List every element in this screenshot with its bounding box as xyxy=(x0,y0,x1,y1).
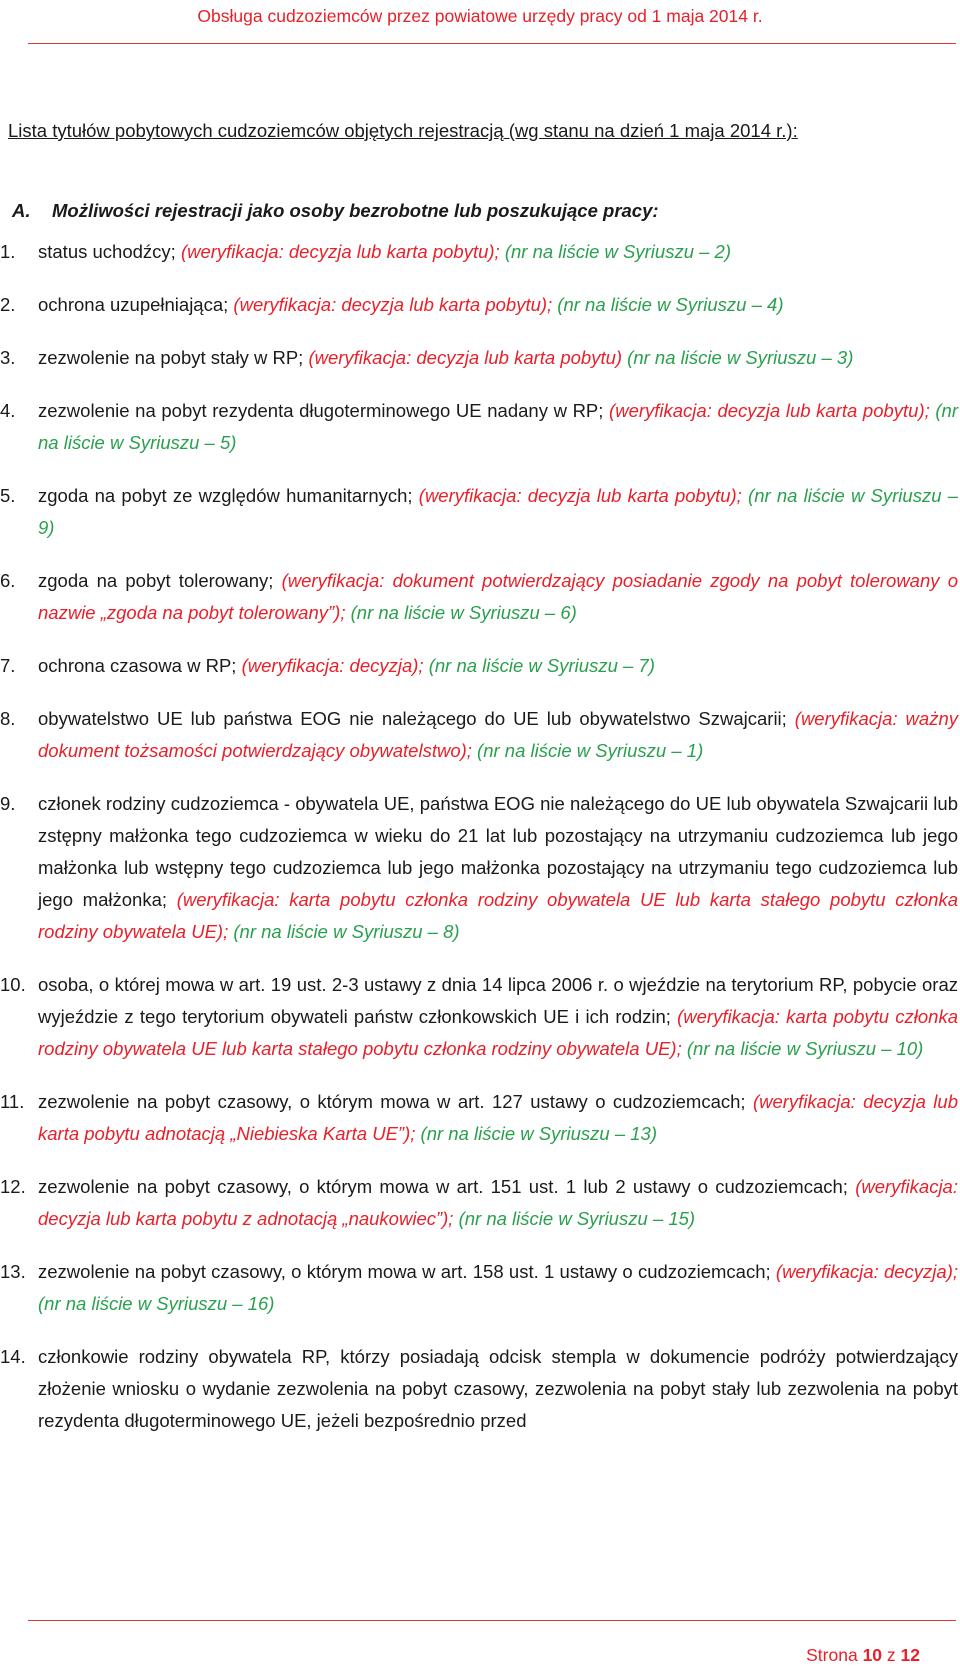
item-text: zezwolenie na pobyt stały w RP; xyxy=(38,347,309,368)
item-syriusz-ref: (nr na liście w Syriuszu – 5) xyxy=(38,400,959,453)
item-number: 11. xyxy=(0,1091,25,1112)
item-number: 13. xyxy=(0,1261,26,1282)
item-text: osoba, o której mowa w art. 19 ust. 2-3 ustawy z dnia 14 lipca 2006 r. o wjeździe na terytorium RP, pobycie oraz wyjeździe z tego terytorium obywateli państw członkowskich UE i ich rodzin; xyxy=(38,974,958,1027)
list-item xyxy=(0,289,958,321)
title-list xyxy=(0,236,960,1458)
list-item xyxy=(0,1171,958,1235)
item-verification: (weryfikacja: decyzja); xyxy=(775,1261,959,1282)
section-heading xyxy=(8,200,659,222)
item-text: zezwolenie na pobyt czasowy, o którym mowa w art. 127 ustawy o cudzoziemcach; xyxy=(38,1091,753,1112)
item-verification: (weryfikacja: ważny dokument tożsamości potwierdzający obywatelstwo); xyxy=(38,708,958,761)
list-item xyxy=(0,565,958,629)
section-letter: A. xyxy=(12,200,31,221)
page-footer xyxy=(806,1645,920,1666)
list-item xyxy=(0,480,958,544)
item-text: obywatelstwo UE lub państwa EOG nie należącego do UE lub obywatelstwo Szwajcarii; xyxy=(38,708,795,729)
footer-total-pages: 12 xyxy=(900,1645,920,1665)
intro-heading: Lista tytułów pobytowych cudzoziemców objętych rejestracją (wg stanu na dzień 1 maja 2014 r.): xyxy=(8,120,798,141)
item-verification: (weryfikacja: decyzja lub karta pobytu); xyxy=(180,241,500,262)
item-syriusz-ref: (nr na liście w Syriuszu – 16) xyxy=(38,1293,275,1314)
item-syriusz-ref: (nr na liście w Syriuszu – 2) xyxy=(499,241,732,262)
item-verification: (weryfikacja: decyzja lub karta pobytu); xyxy=(609,400,930,421)
item-verification: (weryfikacja: decyzja lub karta pobytu adnotacją „Niebieska Karta UE”); xyxy=(38,1091,958,1144)
item-number: 2. xyxy=(0,294,16,315)
item-number: 5. xyxy=(0,485,16,506)
item-syriusz-ref: (nr na liście w Syriuszu – 10) xyxy=(681,1038,924,1059)
list-item xyxy=(0,342,958,374)
list-item xyxy=(0,236,958,268)
list-item xyxy=(0,1086,958,1150)
footer-divider xyxy=(28,1620,956,1621)
item-verification: (weryfikacja: decyzja lub karta pobytu) xyxy=(308,347,623,368)
item-number: 8. xyxy=(0,708,16,729)
item-syriusz-ref: (nr na liście w Syriuszu – 13) xyxy=(415,1123,658,1144)
list-item xyxy=(0,650,958,682)
list-item xyxy=(0,788,958,948)
item-number: 6. xyxy=(0,570,16,591)
item-text: zezwolenie na pobyt czasowy, o którym mowa w art. 158 ust. 1 ustawy o cudzoziemcach; xyxy=(38,1261,776,1282)
item-number: 1. xyxy=(0,241,16,262)
footer-current-page: 10 xyxy=(862,1645,883,1665)
item-text: członek rodziny cudzoziemca - obywatela UE, państwa EOG nie należącego do UE lub obywatela Szwajcarii lub zstępny małżonka tego cudzoziemca w wieku do 21 lat lub pozostający na utrzymaniu cudzoziemca lub jego małżonka lub wstępny tego cudzoziemca lub jego małżonka pozostający na utrzymaniu tego cudzoziemca lub jego małżonka; xyxy=(38,793,958,910)
footer-separator: z xyxy=(886,1645,896,1665)
item-verification: (weryfikacja: decyzja); xyxy=(241,655,424,676)
item-verification: (weryfikacja: karta pobytu członka rodziny obywatela UE lub karta stałego pobytu członka rodziny obywatela UE); xyxy=(38,1006,958,1059)
item-syriusz-ref: (nr na liście w Syriuszu – 8) xyxy=(228,921,460,942)
item-verification: (weryfikacja: dokument potwierdzający posiadanie zgody na pobyt tolerowany o nazwie „zgoda na pobyt tolerowany”); xyxy=(38,570,958,623)
item-number: 4. xyxy=(0,400,16,421)
item-verification: (weryfikacja: decyzja lub karta pobytu); xyxy=(418,485,742,506)
item-text: członkowie rodziny obywatela RP, którzy posiadają odcisk stempla w dokumencie podróży potwierdzający złożenie wniosku o wydanie zezwolenia na pobyt czasowy, zezwolenia na pobyt stały lub zezwolenia na pobyt rezydenta długoterminowego UE, jeżeli bezpośrednio przed xyxy=(38,1346,958,1431)
item-verification: (weryfikacja: karta pobytu członka rodziny obywatela UE lub karta stałego pobytu członka rodziny obywatela UE); xyxy=(38,889,958,942)
item-syriusz-ref: (nr na liście w Syriuszu – 15) xyxy=(453,1208,696,1229)
item-text: ochrona uzupełniająca; xyxy=(38,294,234,315)
header-divider xyxy=(28,43,956,44)
item-number: 14. xyxy=(0,1346,26,1367)
item-number: 12. xyxy=(0,1176,26,1197)
item-syriusz-ref: (nr na liście w Syriuszu – 3) xyxy=(622,347,854,368)
item-verification: (weryfikacja: decyzja lub karta pobytu z adnotacją „naukowiec”); xyxy=(38,1176,958,1229)
item-syriusz-ref: (nr na liście w Syriuszu – 1) xyxy=(471,740,704,761)
list-item xyxy=(0,395,958,459)
item-verification: (weryfikacja: decyzja lub karta pobytu); xyxy=(233,294,553,315)
item-number: 10. xyxy=(0,974,26,995)
list-item xyxy=(0,1341,958,1437)
item-syriusz-ref: (nr na liście w Syriuszu – 4) xyxy=(552,294,784,315)
item-syriusz-ref: (nr na liście w Syriuszu – 6) xyxy=(345,602,577,623)
item-text: zgoda na pobyt ze względów humanitarnych; xyxy=(38,485,419,506)
page-header xyxy=(0,0,960,30)
header-title: Obsługa cudzoziemców przez powiatowe urzędy pracy od 1 maja 2014 r. xyxy=(197,6,763,26)
item-text: zezwolenie na pobyt rezydenta długoterminowego UE nadany w RP; xyxy=(38,400,610,421)
item-text: ochrona czasowa w RP; xyxy=(38,655,242,676)
item-syriusz-ref: (nr na liście w Syriuszu – 7) xyxy=(423,655,655,676)
item-text: status uchodźcy; xyxy=(38,241,181,262)
section-title: Możliwości rejestracji jako osoby bezrobotne lub poszukujące pracy: xyxy=(52,200,659,221)
list-item xyxy=(0,969,958,1065)
footer-label: Strona xyxy=(806,1645,858,1665)
item-number: 9. xyxy=(0,793,16,814)
item-number: 3. xyxy=(0,347,16,368)
list-item xyxy=(0,1256,958,1320)
list-item xyxy=(0,703,958,767)
item-syriusz-ref: (nr na liście w Syriuszu – 9) xyxy=(38,485,959,538)
item-text: zgoda na pobyt tolerowany; xyxy=(38,570,282,591)
item-number: 7. xyxy=(0,655,16,676)
item-text: zezwolenie na pobyt czasowy, o którym mowa w art. 151 ust. 1 lub 2 ustawy o cudzoziemcach; xyxy=(38,1176,856,1197)
